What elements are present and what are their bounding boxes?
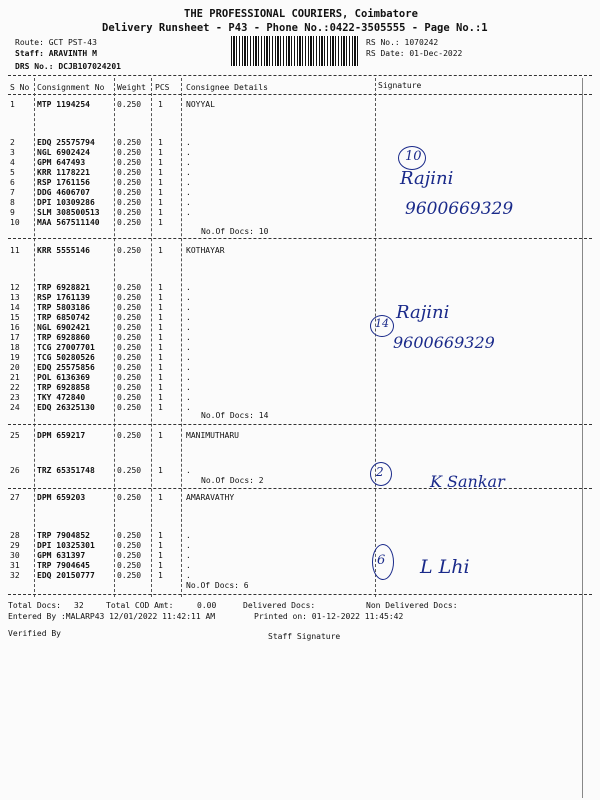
route-label: Route: GCT PST-43 [15,38,97,47]
table-row: 25 DPM 659217 0.250 1 MANIMUTHARU [10,431,239,440]
signature-count: 10 [405,149,422,164]
non-delivered-docs-label: Non Delivered Docs: [366,601,458,610]
table-row: 24 EDQ 26325130 0.250 1 . [10,403,191,412]
docs-count: No.Of Docs: 14 [201,411,269,420]
table-row: 10 MAA 567511140 0.250 1 [10,218,163,227]
table-row: 15 TRP 6850742 0.250 1 . [10,313,191,322]
signature-count: 6 [377,553,386,568]
table-row: 2 EDQ 25575794 0.250 1 . [10,138,191,147]
company-title: THE PROFESSIONAL COURIERS, Coimbatore [184,8,418,20]
table-row: 7 DDG 4606707 0.250 1 . [10,188,191,197]
entered-by: Entered By :MALARP43 12/01/2022 11:42:11 AM [8,612,216,621]
col-weight: Weight [117,83,146,92]
table-row: 3 NGL 6902424 0.250 1 . [10,148,191,157]
table-row: 12 TRP 6928821 0.250 1 . [10,283,191,292]
table-row: 27 DPM 659203 0.250 1 AMARAVATHY [10,493,235,502]
docs-count: No.Of Docs: 2 [201,476,264,485]
signature-phone: 9600669329 [393,333,495,352]
table-row: 21 POL 6136369 0.250 1 . [10,373,191,382]
table-row: 16 NGL 6902421 0.250 1 . [10,323,191,332]
drs-number: DRS No.: DCJB107024201 [15,62,121,71]
table-row: 31 TRP 7904645 0.250 1 . [10,561,191,570]
signature-name: K Sankar [430,472,505,491]
table-row: 13 RSP 1761139 0.250 1 . [10,293,191,302]
total-cod-value: 0.00 [197,601,217,610]
col-consignment: Consignment No [37,83,105,92]
signature-name: L Lhi [420,556,470,578]
barcode [231,36,359,66]
table-row: 20 EDQ 25575856 0.250 1 . [10,363,191,372]
rs-date: RS Date: 01-Dec-2022 [366,49,463,58]
consignee-name: AMARAVATHY [186,493,235,502]
printed-on: Printed on: 01-12-2022 11:45:42 [254,612,404,621]
consignee-name: KOTHAYAR [186,246,225,255]
signature-name: Rajini [396,302,450,323]
table-row: 6 RSP 1761156 0.250 1 . [10,178,191,187]
divider [8,94,592,95]
staff-signature-label: Staff Signature [268,632,341,641]
table-row: 9 SLM 308500513 0.250 1 . [10,208,191,217]
table-row: 30 GPM 631397 0.250 1 . [10,551,191,560]
docs-count: No.Of Docs: 10 [201,227,269,236]
col-consignee: Consignee Details [186,83,268,92]
group-divider [8,238,592,239]
table-row: 22 TRP 6928858 0.250 1 . [10,383,191,392]
table-row: 8 DPI 10309286 0.250 1 . [10,198,191,207]
signature-name: Rajini [400,168,454,189]
rs-number: RS No.: 1070242 [366,38,439,47]
divider [8,75,592,76]
table-row: 23 TKY 472840 0.250 1 . [10,393,191,402]
table-row: 14 TRP 5803186 0.250 1 . [10,303,191,312]
table-row: 32 EDQ 20150777 0.250 1 . [10,571,191,580]
col-sno: S No [10,83,30,92]
table-row: 28 TRP 7904852 0.250 1 . [10,531,191,540]
col-pcs: PCS [155,83,170,92]
total-docs-value: 32 [74,601,84,610]
verified-by-label: Verified By [8,629,61,638]
table-row: 19 TCG 50280526 0.250 1 . [10,353,191,362]
table-row: 29 DPI 10325301 0.250 1 . [10,541,191,550]
group-divider [8,594,592,595]
table-row: 17 TRP 6928860 0.250 1 . [10,333,191,342]
total-cod-label: Total COD Amt: [106,601,174,610]
signature-phone: 9600669329 [405,199,514,219]
consignee-name: MANIMUTHARU [186,431,239,440]
delivered-docs-label: Delivered Docs: [243,601,316,610]
table-row: 26 TRZ 65351748 0.250 1 . [10,466,191,475]
group-divider [8,424,592,425]
table-row: 18 TCG 27007701 0.250 1 . [10,343,191,352]
table-row: 4 GPM 647493 0.250 1 . [10,158,191,167]
signature-count: 14 [375,317,389,330]
consignee-name: NOYYAL [186,100,215,109]
table-row: 1 MTP 1194254 0.250 1 NOYYAL [10,100,215,109]
table-row: 5 KRR 1178221 0.250 1 . [10,168,191,177]
total-docs-label: Total Docs: [8,601,61,610]
runsheet-subtitle: Delivery Runsheet - P43 - Phone No.:0422-3505555 - Page No.:1 [102,22,488,34]
table-row: 11 KRR 5555146 0.250 1 KOTHAYAR [10,246,225,255]
signature-count: 2 [376,465,384,479]
docs-count: No.Of Docs: 6 [186,581,249,590]
staff-label: Staff: ARAVINTH M [15,49,97,58]
col-signature: Signature [378,81,422,90]
